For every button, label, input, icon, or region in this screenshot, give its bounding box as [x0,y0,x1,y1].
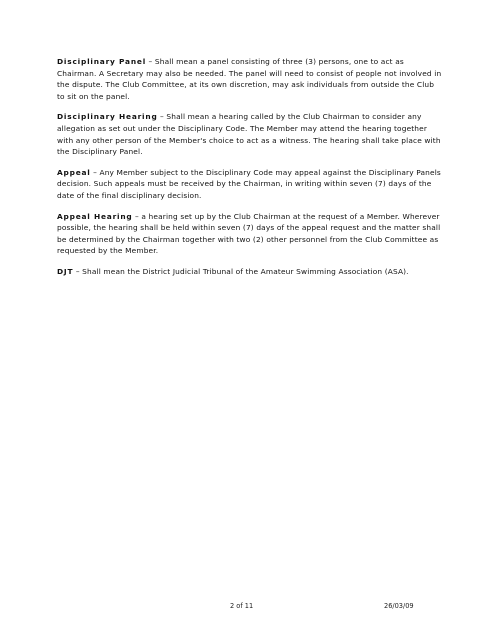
page-number: 2 of 11 [230,602,254,610]
definition-disciplinary-panel [57,56,443,102]
definition-term: Disciplinary Hearing [57,112,158,122]
definition-term: Appeal Hearing [57,211,133,221]
definition-text: – Any Member subject to the Disciplinary Code may appeal against the Disciplinary Panels decision. Such appeals must be received by the Chairman, in writing within seven (7) days of the date of the final disciplinary decision. [57,167,441,200]
definition-term: Disciplinary Panel [57,57,147,66]
definition-term: Appeal [57,167,91,177]
definition-djt [57,266,443,278]
definition-disciplinary-hearing [57,111,443,157]
document-date: 26/03/09 [384,602,414,610]
definition-text: – Shall mean the District Judicial Tribunal of the Amateur Swimming Association (ASA). [73,266,409,276]
definition-appeal-hearing [57,211,443,257]
definition-term: DJT [57,266,74,276]
definition-text: – a hearing set up by the Club Chairman at the request of a Member. Wherever possible, the hearing shall be held within seven (7) days of the appeal request and the matter shall be determined by the Chairman together with two (2) other personnel from the Club Committee as requested by the Member. [57,211,441,256]
definition-text: – Shall mean a hearing called by the Club Chairman to consider any allegation as set out under the Disciplinary Code. The Member may attend the hearing together with any other person of the Member's choice to act as a witness. The hearing shall take place with the Disciplinary Panel. [57,112,441,157]
document-body [57,56,443,287]
definition-appeal [57,167,443,202]
definition-text: – Shall mean a panel consisting of three (3) persons, one to act as Chairman. A Secretary may also be needed. The panel will need to consist of people not involved in the dispute. The Club Committee, at its own discretion, may ask individuals from outside the Club to sit on the panel. [57,57,442,101]
